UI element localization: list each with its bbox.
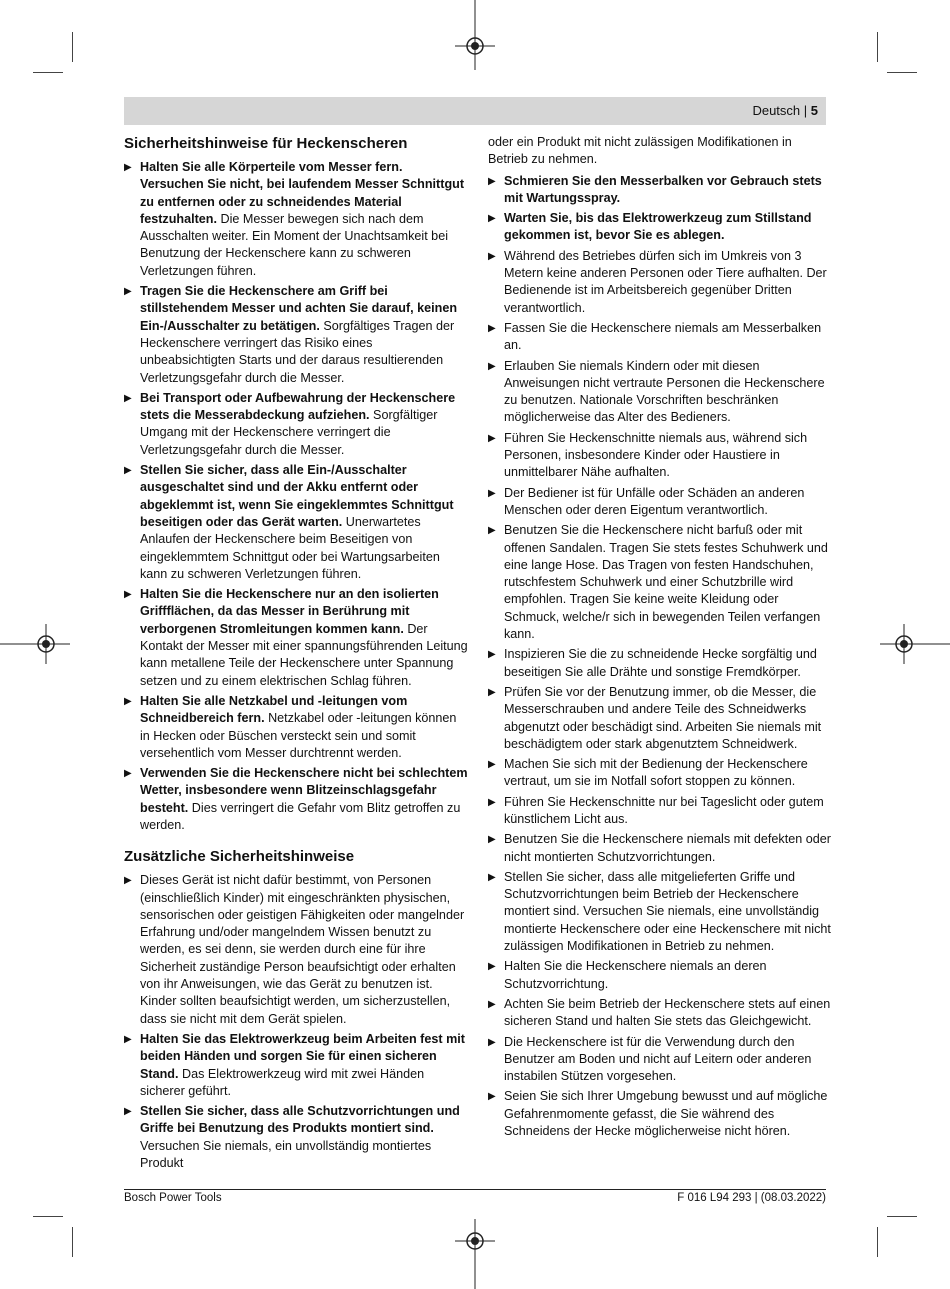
item-bold-text: Tragen Sie die Heckenschere am Griff bei stillstehendem Messer und achten Sie darauf, keinen Ein-/Ausschalter zu betätigen. [140,284,458,333]
list-item [488,430,832,482]
bullet-arrow-icon: ▶ [488,525,496,537]
bullet-arrow-icon: ▶ [124,875,132,887]
list-item [124,1103,468,1172]
item-text: Der Kontakt der Messer mit einer spannungsführenden Leitung kann metallene Teile der Heckenschere unter Spannung setzen und zu einem elektrischen Schlag führen. [140,621,468,688]
item-text: Sorgfältiges Tragen der Heckenschere verringert das Risiko eines unbeabsichtigten Starts und der daraus resultierenden Verletzungsgefahr durch die Messer. [140,318,455,385]
bullet-arrow-icon: ▶ [488,322,496,334]
footer-docnum: F 016 L94 293 | (08.03.2022) [677,1192,826,1204]
item-text: Der Bediener ist für Unfälle oder Schäden an anderen Menschen oder deren Eigentum verantwortlich. [504,485,805,517]
item-text: Versuchen Sie niemals, ein unvollständig montiertes Produkt [140,1138,432,1171]
bullet-arrow-icon: ▶ [124,286,132,298]
list-item [124,390,468,459]
crop-mark [877,32,878,62]
item-text: Führen Sie Heckenschnitte niemals aus, während sich Personen, insbesondere Kinder oder Haustiere in unmittelbarer Nähe aufhalten. [504,430,808,480]
continuation-text: oder ein Produkt mit nicht zulässigen Modifikationen in Betrieb zu nehmen. [488,135,792,167]
list-item [488,173,832,208]
footer-brand: Bosch Power Tools [124,1192,222,1204]
bullet-arrow-icon: ▶ [488,432,496,444]
item-bold-text: Stellen Sie sicher, dass alle Schutzvorrichtungen und Griffe bei Benutzung des Produkts montiert sind. [140,1104,460,1136]
section-heading: Sicherheitshinweise für Heckenscheren [124,135,408,152]
bullet-arrow-icon: ▶ [488,961,496,973]
list-item [488,831,832,866]
item-text: Das Elektrowerkzeug wird mit zwei Händen sicherer geführt. [140,1066,425,1098]
item-text: Inspizieren Sie die zu schneidende Hecke sorgfältig und beseitigen Sie alle Drähte und sonstige Fremdkörper. [504,647,817,679]
bullet-arrow-icon: ▶ [488,796,496,808]
list-item [124,872,468,1028]
item-text: Benutzen Sie die Heckenschere nicht barfuß oder mit offenen Sandalen. Tragen Sie stets festes Schuhwerk und eine lange Hose. Das Tragen von festen Handschuhen, rutschfestem Schuhwerk und einer Schutzbrille wird empfohlen. Tragen Sie keine weite Kleidung oder Schmuck, welche/r sich in bewegenden Teilen verfangen kann. [504,523,828,642]
crop-mark [887,1216,917,1217]
page-header [124,97,826,125]
crop-mark [72,1227,73,1257]
registration-mark-icon [455,1219,495,1289]
bullet-arrow-icon: ▶ [488,649,496,661]
bullet-arrow-icon: ▶ [488,213,496,225]
bullet-arrow-icon: ▶ [124,1033,132,1045]
item-bold-text: Halten Sie alle Körperteile vom Messer fern. Versuchen Sie nicht, bei laufendem Messer Schnittgut zu entfernen oder zu schneidendes Material festzuhalten. [140,160,465,226]
list-item [124,283,468,387]
list-item [488,210,832,245]
item-bold-text: Halten Sie die Heckenschere nur an den isolierten Griffflächen, da das Messer in Berührung mit verborgenen Stromleitungen kommen kann. [140,587,439,636]
bullet-arrow-icon: ▶ [488,871,496,883]
item-text: Dieses Gerät ist nicht dafür bestimmt, von Personen (einschließlich Kinder) mit eingeschränkten physischen, sensorischen oder geistigen Fähigkeiten oder mangelnder Erfahrung und/oder mangelndem Wissen benutzt zu werden, es sei denn, sie werden durch eine für ihre Sicherheit zuständige Person beaufsichtigt oder erhalten von ihr Anweisungen, wie das Gerät zu benutzen ist. [140,873,465,992]
item-text: Stellen Sie sicher, dass alle mitgelieferten Griffe und Schutzvorrichtungen beim Betrieb der Heckenschere montiert sind. Versuchen Sie niemals, eine unvollständig montierte Heckenschere oder eine Heckenschere mit nicht zulässigen Modifikationen in Betrieb zu nehmen. [504,869,831,954]
bullet-arrow-icon: ▶ [488,487,496,499]
safety-list [488,173,832,1141]
list-item [124,765,468,834]
right-column [488,134,832,1143]
bullet-arrow-icon: ▶ [124,695,132,707]
list-item [488,1088,832,1140]
list-item [124,462,468,583]
item-extra-text: Kinder sollten beaufsichtigt werden, um sicherzustellen, dass sie nicht mit dem Gerät spielen. [140,994,451,1026]
page-number: 5 [810,103,818,118]
list-item [124,693,468,762]
bullet-arrow-icon: ▶ [488,1091,496,1103]
item-bold-text: Warten Sie, bis das Elektrowerkzeug zum Stillstand gekommen ist, bevor Sie es ablegen. [504,211,812,243]
crop-mark [33,1216,63,1217]
list-item [124,159,468,280]
item-bold-text: Schmieren Sie den Messerbalken vor Gebrauch stets mit Wartungsspray. [504,173,822,205]
list-item [124,1031,468,1100]
section-heading: Zusätzliche Sicherheitshinweise [124,848,355,866]
bullet-arrow-icon: ▶ [488,175,496,187]
crop-mark [877,1227,878,1257]
item-bold-text: Halten Sie das Elektrowerkzeug beim Arbeiten fest mit beiden Händen und sorgen Sie für einen sicheren Stand. [140,1031,465,1081]
item-text: Machen Sie sich mit der Bedienung der Heckenschere vertraut, um sie im Notfall sofort stoppen zu können. [504,757,808,789]
list-item [488,522,832,643]
bullet-arrow-icon: ▶ [124,392,132,404]
item-text: Fassen Sie die Heckenschere niemals am Messerbalken an. [504,320,822,353]
item-text: Erlauben Sie niemals Kindern oder mit diesen Anweisungen nicht vertraute Personen die Heckenschere zu benutzen. Nationale Vorschriften beschränken möglicherweise das Alter des Bedieners. [504,358,825,425]
footer-rule [124,1189,826,1190]
bullet-arrow-icon: ▶ [124,589,132,601]
bullet-arrow-icon: ▶ [488,759,496,771]
bullet-arrow-icon: ▶ [488,834,496,846]
item-text: Seien Sie sich Ihrer Umgebung bewusst und auf mögliche Gefahrenmomente gefasst, die Sie während des Schneidens der Hecke möglicherweise nicht hören. [504,1089,828,1139]
list-item [488,358,832,427]
item-bold-text: Bei Transport oder Aufbewahrung der Heckenschere stets die Messerabdeckung aufziehen. [140,390,456,423]
item-text: Die Heckenschere ist für die Verwendung durch den Benutzer am Boden und nicht auf Leitern oder anderen instabilen Stützen vorgesehen. [504,1034,812,1084]
bullet-arrow-icon: ▶ [488,998,496,1010]
left-column [124,134,468,1175]
list-item [488,646,832,681]
list-item [488,996,832,1031]
list-item [488,248,832,317]
item-text: Die Messer bewegen sich nach dem Ausschalten weiter. Ein Moment der Unachtsamkeit bei Benutzung der Heckenschere kann zu schweren Verletzungen führen. [140,211,448,278]
registration-mark-icon [880,624,950,664]
header-text: Deutsch | 5 [752,103,818,118]
bullet-arrow-icon: ▶ [124,768,132,780]
bullet-arrow-icon: ▶ [124,162,132,173]
crop-mark [887,72,917,73]
additional-safety-list [124,872,468,1172]
item-text: Netzkabel oder -leitungen können in Hecken oder Büschen versteckt sein und somit versehentlich vom Messer durchtrennt werden. [140,711,457,760]
bullet-arrow-icon: ▶ [124,465,132,477]
bullet-arrow-icon: ▶ [488,360,496,372]
bullet-arrow-icon: ▶ [488,250,496,262]
item-text: Unerwartetes Anlaufen der Heckenschere beim Beseitigen von eingeklemmtem Schnittgut oder bei Wartungsarbeiten kann zu schweren Verletzungen führen. [140,514,440,581]
list-item [488,958,832,993]
item-text: Führen Sie Heckenschnitte nur bei Tageslicht oder gutem künstlichem Licht aus. [504,794,824,826]
list-item [488,756,832,791]
header-section: Deutsch [752,103,801,118]
crop-mark [33,72,63,73]
registration-mark-icon [0,624,70,664]
list-item [488,485,832,520]
bullet-arrow-icon: ▶ [488,686,496,698]
item-text: Benutzen Sie die Heckenschere niemals mit defekten oder nicht montierten Schutzvorrichtungen. [504,832,831,864]
list-item [124,586,468,690]
item-bold-text: Verwenden Sie die Heckenschere nicht bei schlechtem Wetter, insbesondere wenn Blitzeinschlagsgefahr besteht. [140,766,468,815]
item-text: Während des Betriebes dürfen sich im Umkreis von 3 Metern keine anderen Personen oder Tiere aufhalten. Der Bedienende ist im Arbeitsbereich gegenüber Dritten verantwortlich. [504,248,827,315]
safety-list [124,159,468,834]
registration-mark-icon [455,0,495,70]
crop-mark [72,32,73,62]
bullet-arrow-icon: ▶ [488,1036,496,1048]
item-bold-text: Halten Sie alle Netzkabel und -leitungen vom Schneidbereich fern. [140,693,408,726]
list-item [488,684,832,753]
item-text: Sorgfältiger Umgang mit der Heckenschere verringert die Verletzungsgefahr durch die Messer. [140,408,438,457]
item-bold-text: Stellen Sie sicher, dass alle Ein-/Ausschalter ausgeschaltet sind und der Akku entfernt oder abgeklemmt ist, wenn Sie eingeklemmtes Schnittgut beseitigen oder das Gerät warten. [140,463,454,529]
item-text: Achten Sie beim Betrieb der Heckenschere stets auf einen sicheren Stand und halten Sie stets das Gleichgewicht. [504,996,831,1029]
item-text: Prüfen Sie vor der Benutzung immer, ob die Messer, die Messerschrauben und andere Teile des Schneidwerks abgenutzt oder beschädigt sind. Arbeiten Sie niemals mit beschädigtem oder stark abgenutztem Schneidwerk. [504,684,822,751]
list-item [488,869,832,955]
list-item [488,1034,832,1086]
item-text: Halten Sie die Heckenschere niemals an deren Schutzvorrichtung. [504,959,767,991]
list-item [488,320,832,355]
item-text: Dies verringert die Gefahr vom Blitz getroffen zu werden. [140,800,461,832]
bullet-arrow-icon: ▶ [124,1106,132,1118]
list-item [488,794,832,829]
